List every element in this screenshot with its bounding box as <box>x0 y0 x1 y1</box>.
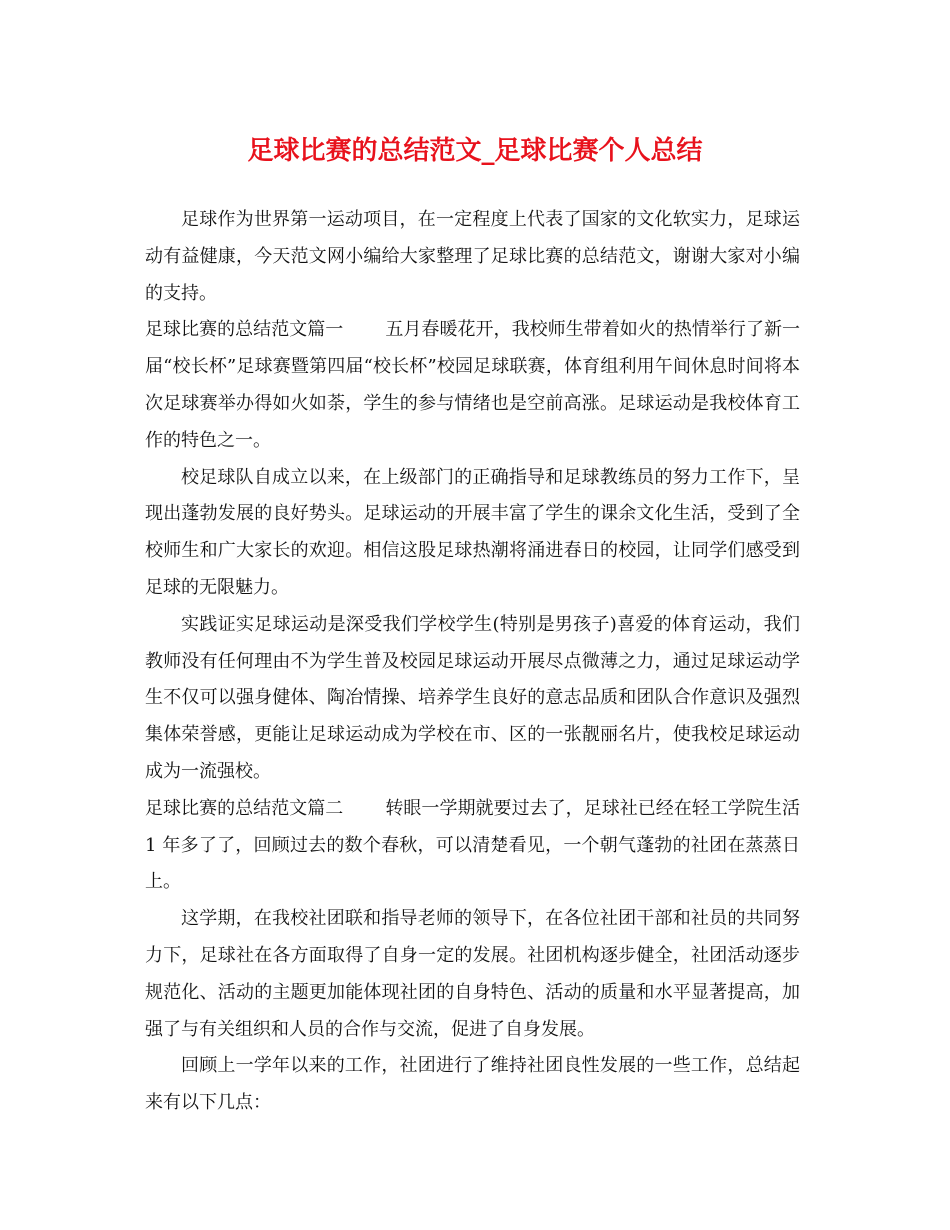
section-one-first-text: 五月春暖花开，我校师生带着如火的热情举行了新一届“校长杯”足球赛暨第四届“校长杯”校园足球联赛，体育组利用午间休息时间将本次足球赛举办得如火如荼，学生的参与情绪也是空前高涨。足球运动是我校体育工作的特色之一。 <box>145 319 801 451</box>
intro-paragraph: 足球作为世界第一运动项目，在一定程度上代表了国家的文化软实力，足球运动有益健康，今天范文网小编给大家整理了足球比赛的总结范文，谢谢大家对小编的支持。 <box>145 209 800 304</box>
body-paragraph: 校足球队自成立以来，在上级部门的正确指导和足球教练员的努力工作下，呈现出蓬勃发展的良好势头。足球运动的开展丰富了学生的课余文化生活，受到了全校师生和广大家长的欢迎。相信这股足球热潮将涌进春日的校园，让同学们感受到足球的无限魅力。 <box>145 466 800 598</box>
section-two-label: 足球比赛的总结范文篇二 <box>145 797 344 819</box>
body-paragraph: 回顾上一学年以来的工作，社团进行了维持社团良性发展的一些工作，总结起来有以下几点： <box>145 1055 800 1114</box>
section-two-first-text: 转眼一学期就要过去了，足球社已经在轻工学院生活 1 年多了了，回顾过去的数个春秋，可以清楚看见，一个朝气蓬勃的社团在蒸蒸日上。 <box>145 797 801 893</box>
section-one-label: 足球比赛的总结范文篇一 <box>145 319 344 341</box>
document-body <box>145 202 800 1122</box>
document-title: 足球比赛的总结范文_足球比赛个人总结 <box>247 136 703 166</box>
body-paragraph: 实践证实足球运动是深受我们学校学生(特别是男孩子)喜爱的体育运动，我们教师没有任何理由不为学生普及校园足球运动开展尽点微薄之力，通过足球运动学生不仅可以强身健体、陶冶情操、培养学生良好的意志品质和团队合作意识及强烈集体荣誉感，更能让足球运动成为学校在市、区的一张靓丽名片，使我校足球运动成为一流强校。 <box>145 613 800 782</box>
body-paragraph: 这学期，在我校社团联和指导老师的领导下，在各位社团干部和社员的共同努力下，足球社在各方面取得了自身一定的发展。社团机构逐步健全，社团活动逐步规范化、活动的主题更加能体现社团的自身特色、活动的质量和水平显著提高，加强了与有关组织和人员的合作与交流，促进了自身发展。 <box>145 908 800 1040</box>
section-two-opening <box>145 791 800 901</box>
section-one-opening <box>145 312 800 459</box>
